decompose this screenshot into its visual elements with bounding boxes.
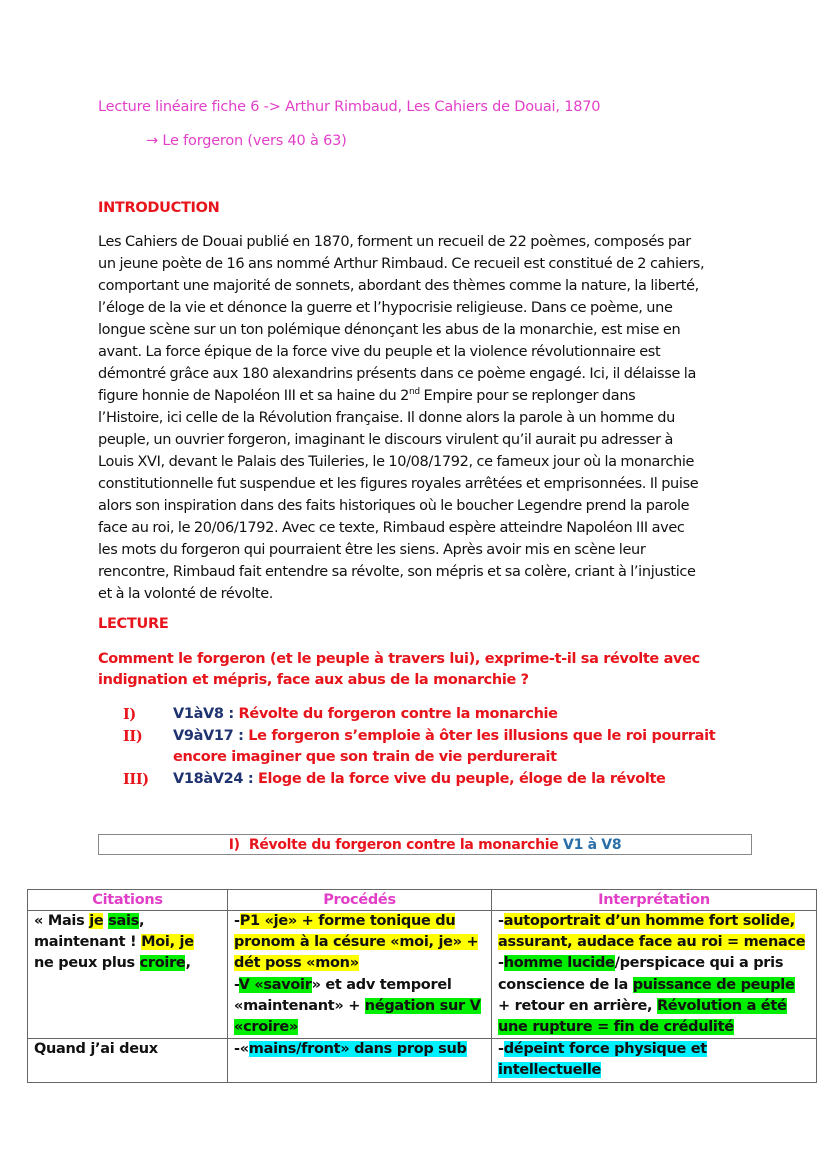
highlight-cyan: dépeint force physique et intellectuelle <box>498 1041 707 1079</box>
text: » et adv temporel «maintenant» + <box>234 976 452 1014</box>
highlight-yellow: P1 «je» + forme tonique du pronom à la césure «moi, je» + dét poss «mon» <box>234 913 479 972</box>
lecture-heading: LECTURE <box>98 616 169 632</box>
highlight-yellow: je <box>89 913 104 929</box>
plan-item <box>123 769 715 791</box>
text: - <box>498 955 504 972</box>
highlight-yellow: autoportrait d’un homme fort solide, assurant, audace face au roi = menace <box>498 913 806 951</box>
plan-number: I) <box>123 706 136 723</box>
section-verses: V1 à V8 <box>563 837 622 853</box>
intro-line: Louis XVI, devant le Palais des Tuileries, le 10/08/1792, ce fameux jour où la monarchie <box>98 454 695 470</box>
analysis-table <box>27 889 817 1083</box>
plan-number: III) <box>123 770 149 788</box>
highlight-cyan: mains/front» dans prop sub <box>248 1041 467 1058</box>
citation-cell <box>28 911 228 1039</box>
intro-line: alors son inspiration dans des faits historiques où le boucher Legendre prend la parole <box>98 498 690 514</box>
table-header-row <box>28 890 817 911</box>
intro-line: rencontre, Rimbaud fait entendre sa révolte, son mépris et sa colère, criant à l’injustice <box>98 564 696 580</box>
text: - <box>234 976 239 993</box>
intro-line <box>98 385 738 407</box>
column-header-interpretation: Interprétation <box>492 890 817 911</box>
document-subtitle: → Le forgeron (vers 40 à 63) <box>146 133 347 149</box>
introduction-paragraph <box>98 231 738 605</box>
table-row <box>28 911 817 1039</box>
highlight-green: Révolution a été une rupture = fin de crédulité <box>498 997 787 1036</box>
plan-item <box>123 704 715 726</box>
section-title-box <box>98 834 752 855</box>
column-header-citations: Citations <box>28 890 228 911</box>
plan-separator: : <box>223 706 239 722</box>
text: « Mais <box>34 913 90 929</box>
interpretation-cell <box>492 1039 817 1082</box>
plan-text: Révolte du forgeron contre la monarchie <box>238 706 558 722</box>
intro-line: et à la volonté de révolte. <box>98 586 274 602</box>
plan-text: Eloge de la force vive du peuple, éloge de la révolte <box>258 770 666 787</box>
highlight-green: négation sur V «croire» <box>234 997 481 1036</box>
procedes-cell <box>228 911 492 1039</box>
highlight-green: croire <box>139 955 186 972</box>
reading-plan <box>123 704 715 790</box>
document-title: Lecture linéaire fiche 6 -> Arthur Rimbaud, Les Cahiers de Douai, 1870 <box>98 99 601 115</box>
section-title: I) Révolte du forgeron contre la monarchie <box>228 837 564 853</box>
text: , <box>138 913 145 929</box>
highlight-yellow: Moi, je <box>141 934 194 951</box>
text: -« <box>234 1041 249 1058</box>
text: - <box>498 1041 504 1058</box>
intro-line: les mots du forgeron qui pourraient être les siens. Après avoir mis en scène leur <box>98 542 646 558</box>
highlight-green: homme lucide <box>503 955 615 972</box>
procedes-cell <box>228 1039 492 1082</box>
highlight-green: sais <box>108 913 139 929</box>
intro-line: un jeune poète de 16 ans nommé Arthur Rimbaud. Ce recueil est constitué de 2 cahiers, <box>98 256 705 272</box>
text: - <box>234 913 240 929</box>
plan-text-continued: encore imaginer que son train de vie perdurerait <box>173 749 557 765</box>
plan-verses: V1àV8 <box>173 706 224 722</box>
introduction-heading: INTRODUCTION <box>98 200 220 216</box>
plan-text: Le forgeron s’emploie à ôter les illusions que le roi pourrait <box>248 727 716 744</box>
plan-separator: : <box>243 770 258 787</box>
citation-cell: Quand j’ai deux <box>28 1039 228 1082</box>
intro-line: longue scène sur un ton polémique dénonçant les abus de la monarchie, est mise en <box>98 322 681 338</box>
plan-separator: : <box>233 727 249 744</box>
intro-line: démontré grâce aux 180 alexandrins présents dans ce poème engagé. Ici, il délaisse la <box>98 366 697 382</box>
intro-line: l’éloge de la vie et dénonce la guerre et l’hypocrisie religieuse. Dans ce poème, une <box>98 300 673 316</box>
intro-line: l’Histoire, ici celle de la Révolution française. Il donne alors la parole à un homme du <box>98 410 675 426</box>
intro-line: avant. La force épique de la force vive du peuple et la violence révolutionnaire est <box>98 344 661 360</box>
highlight-green: V «savoir <box>238 976 312 993</box>
text: - <box>498 913 504 929</box>
text: + retour en arrière, <box>498 997 657 1014</box>
text: , <box>185 955 191 972</box>
plan-verses: V9àV17 <box>173 727 234 744</box>
ordinal-superscript: nd <box>409 387 420 397</box>
column-header-procedes: Procédés <box>228 890 492 911</box>
highlight-green: puissance de peuple <box>632 976 795 993</box>
problematique <box>98 649 738 691</box>
plan-item <box>123 726 715 769</box>
text: maintenant ! <box>34 934 142 951</box>
intro-line: constitutionnelle fut suspendue et les figures royales arrêtées et emprisonnées. Il puise <box>98 476 699 492</box>
intro-line: face au roi, le 20/06/1792. Avec ce texte, Rimbaud espère atteindre Napoléon III avec <box>98 520 685 536</box>
plan-verses: V18àV24 <box>173 770 244 787</box>
plan-number: II) <box>123 727 143 745</box>
question-line: Comment le forgeron (et le peuple à travers lui), exprime-t-il sa révolte avec <box>98 651 700 667</box>
text: ne peux plus <box>34 955 140 972</box>
intro-line: Les Cahiers de Douai publié en 1870, forment un recueil de 22 poèmes, composés par <box>98 234 691 250</box>
intro-text: Empire pour se replonger dans <box>419 388 636 404</box>
interpretation-cell <box>492 911 817 1039</box>
intro-line: comportant une majorité de sonnets, abordant des thèmes comme la nature, la liberté, <box>98 278 699 294</box>
question-line: indignation et mépris, face aux abus de la monarchie ? <box>98 672 529 688</box>
text: /perspicace qui a pris conscience de la <box>498 955 784 993</box>
intro-line: peuple, un ouvrier forgeron, imaginant le discours virulent qu’il aurait pu adresser à <box>98 432 674 448</box>
intro-text: figure honnie de Napoléon III et sa haine du 2 <box>98 388 410 404</box>
table-row <box>28 1039 817 1082</box>
